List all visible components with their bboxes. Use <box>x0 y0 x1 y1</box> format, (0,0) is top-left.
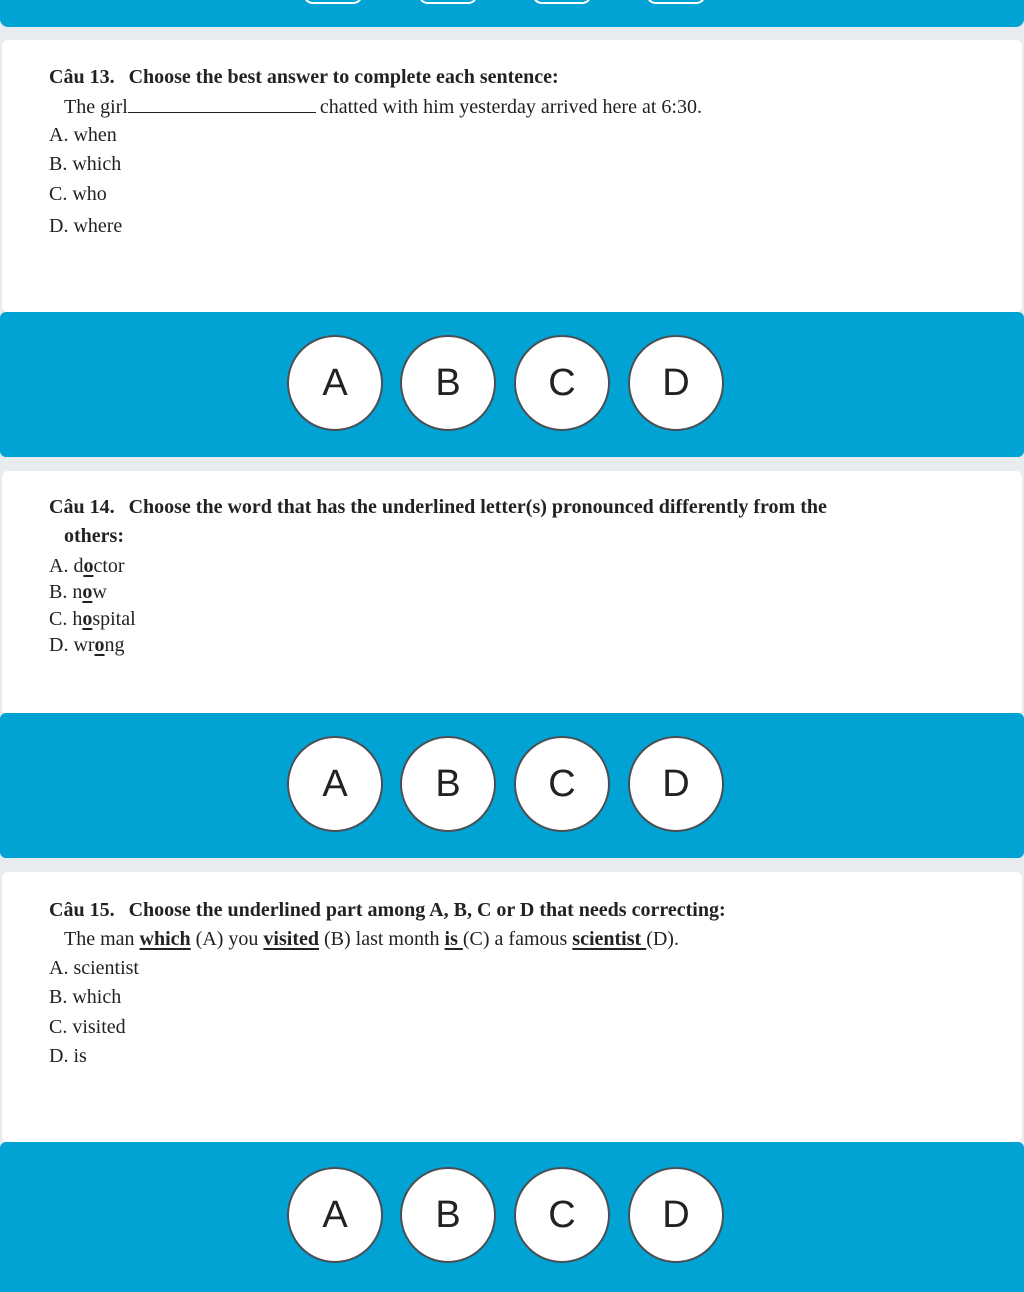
option-d: D. where <box>49 215 123 237</box>
question-card-14 <box>2 471 1022 714</box>
choice-c-partial[interactable] <box>532 0 592 4</box>
option-b: B. which <box>49 153 122 175</box>
question-card-15 <box>2 872 1022 1142</box>
choice-c-button[interactable]: C <box>514 335 610 431</box>
choice-b-button[interactable]: B <box>400 736 496 832</box>
choice-b-button[interactable]: B <box>400 1167 496 1263</box>
choice-d-button[interactable]: D <box>628 335 724 431</box>
choice-c-button[interactable]: C <box>514 736 610 832</box>
option-c: C. hospital <box>49 608 136 630</box>
choice-a-button[interactable]: A <box>287 1167 383 1263</box>
question-sentence: The man which (A) you visited (B) last month is (C) a famous scientist (D). <box>64 928 679 950</box>
choice-a-partial[interactable] <box>303 0 363 4</box>
option-b: B. which <box>49 986 122 1008</box>
question-title: Câu 15. Choose the underlined part among A, B, C or D that needs correcting: <box>49 899 726 921</box>
choice-b-partial[interactable] <box>418 0 478 4</box>
option-a: A. when <box>49 124 117 146</box>
choice-b-button[interactable]: B <box>400 335 496 431</box>
question-title-cont: others: <box>64 525 124 547</box>
choice-a-button[interactable]: A <box>287 335 383 431</box>
question-sentence: The girl chatted with him yesterday arrived here at 6:30. <box>64 96 702 118</box>
answer-bar-15 <box>0 1142 1024 1292</box>
choice-d-partial[interactable] <box>646 0 706 4</box>
answer-bar-14 <box>0 713 1024 858</box>
question-title: Câu 13. Choose the best answer to complete each sentence: <box>49 66 559 88</box>
question-card-13 <box>2 40 1022 312</box>
option-c: C. visited <box>49 1016 126 1038</box>
answer-bar-13 <box>0 312 1024 457</box>
option-b: B. now <box>49 581 107 603</box>
option-a: A. doctor <box>49 555 125 577</box>
question-title: Câu 14. Choose the word that has the underlined letter(s) pronounced differently from the <box>49 496 827 518</box>
option-a: A. scientist <box>49 957 139 979</box>
option-d: D. wrong <box>49 634 125 656</box>
choice-d-button[interactable]: D <box>628 736 724 832</box>
choice-d-button[interactable]: D <box>628 1167 724 1263</box>
option-d: D. is <box>49 1045 87 1067</box>
option-c: C. who <box>49 183 107 205</box>
choice-c-button[interactable]: C <box>514 1167 610 1263</box>
answer-blank <box>128 94 316 113</box>
answer-bar-top <box>0 0 1024 27</box>
choice-a-button[interactable]: A <box>287 736 383 832</box>
